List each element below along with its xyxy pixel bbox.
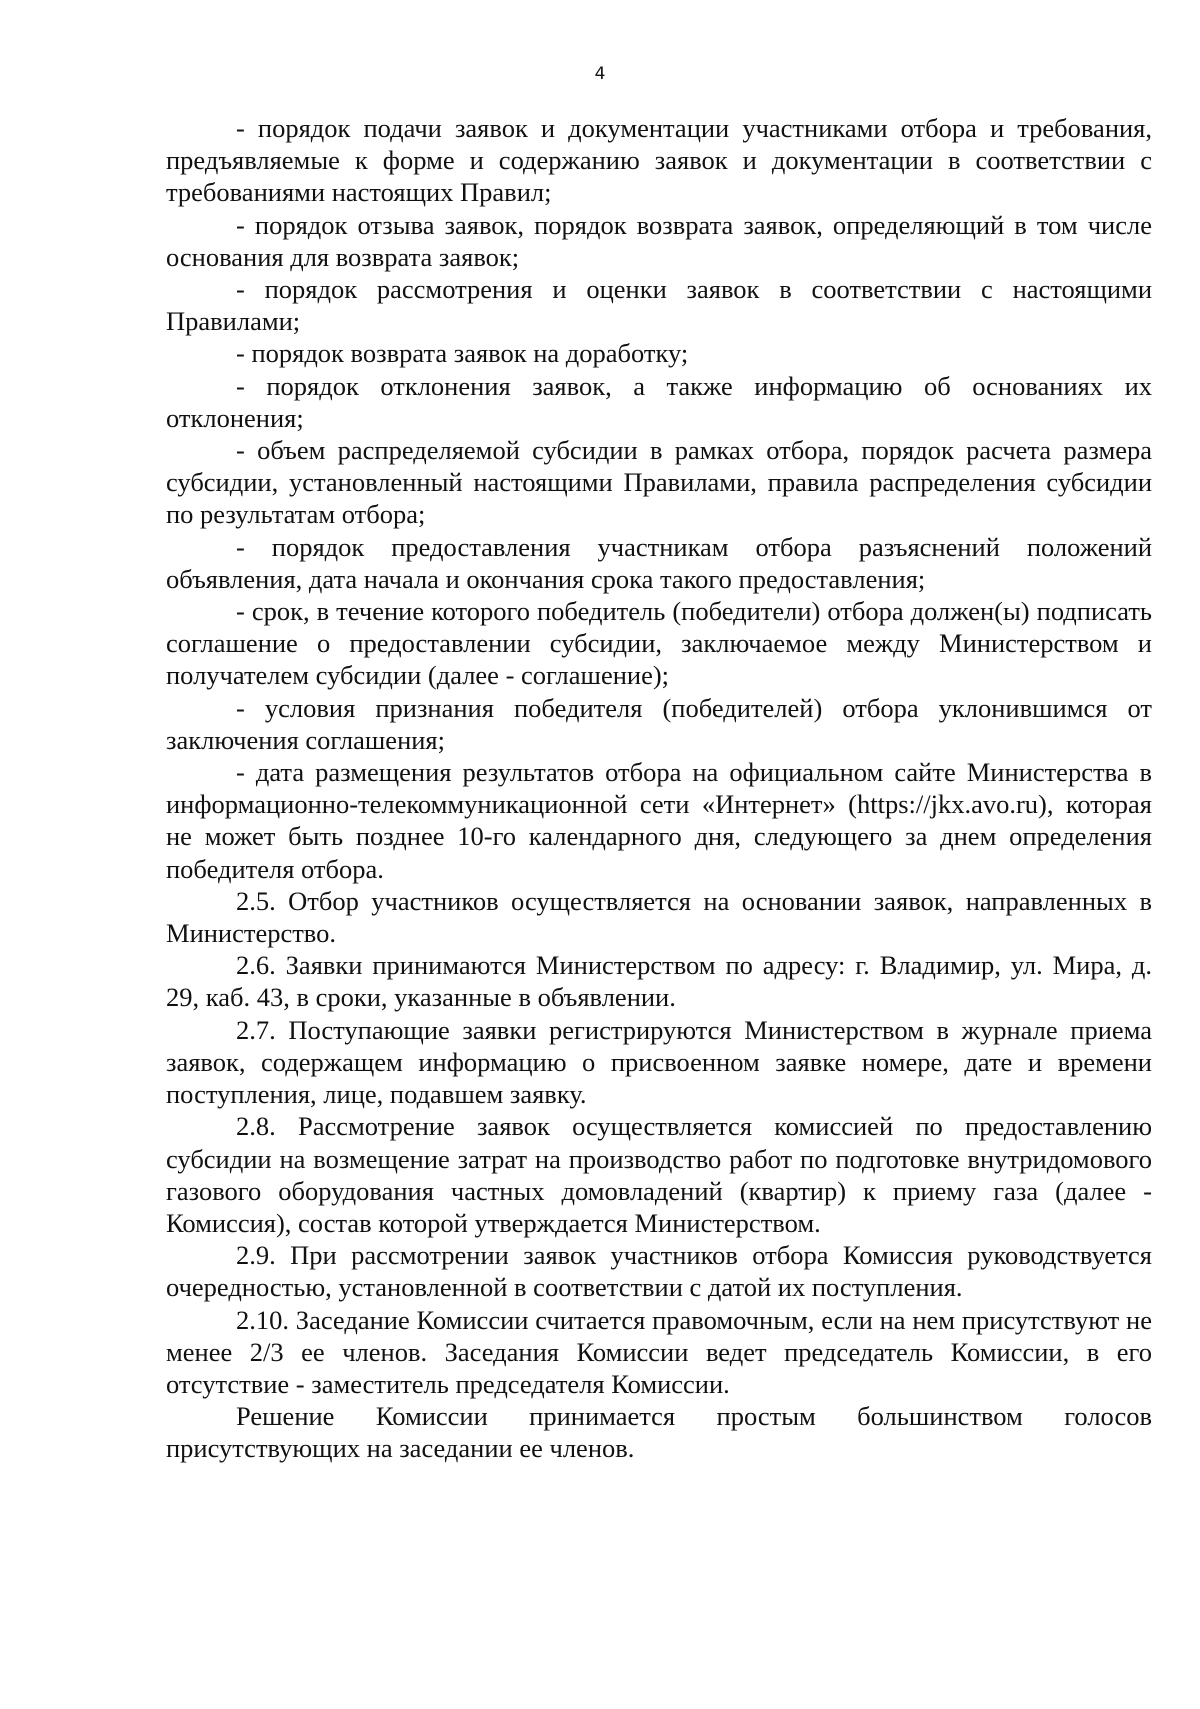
paragraph-list-item: - дата размещения результатов отбора на официальном сайте Министерства в информационно-телекоммуникационной сети «Интернет» (https://jkx.avo.ru), которая не может быть позднее 10-го календарного дня, следующего за днем определения победителя отбора. [166,757,1152,884]
paragraph-list-item: - порядок отзыва заявок, порядок возврата заявок, определяющий в том числе основания для возврата заявок; [166,209,1152,272]
paragraph-list-item: - объем распределяемой субсидии в рамках отбора, порядок расчета размера субсидии, установленный настоящими Правилами, правила распределения субсидии по результатам отбора; [166,435,1152,530]
paragraph-list-item: - порядок отклонения заявок, а также информацию об основаниях их отклонения; [166,370,1152,433]
paragraph-list-item: - условия признания победителя (победителей) отбора уклонившимся от заключения соглашения; [166,692,1152,755]
paragraph-list-item: - порядок возврата заявок на доработку; [236,338,689,369]
page-number: 4 [594,64,606,84]
paragraph-list-item: - порядок подачи заявок и документации участниками отбора и требования, предъявляемые к форме и содержанию заявок и документации в соответствии с требованиями настоящих Правил; [166,113,1152,208]
paragraph-list-item: - порядок рассмотрения и оценки заявок в соответствии с настоящими Правилами; [166,274,1152,337]
paragraph-clause-2-6: 2.6. Заявки принимаются Министерством по адресу: г. Владимир, ул. Мира, д. 29, каб. 43, в сроки, указанные в объявлении. [166,950,1152,1013]
document-body [166,112,1152,1465]
paragraph-decision: Решение Комиссии принимается простым большинством голосов присутствующих на заседании ее членов. [166,1401,1152,1464]
paragraph-list-item: - порядок предоставления участникам отбора разъяснений положений объявления, дата начала и окончания срока такого предоставления; [166,531,1152,594]
paragraph-clause-2-9: 2.9. При рассмотрении заявок участников отбора Комиссия руководствуется очередностью, установленной в соответствии с датой их поступления. [166,1240,1152,1303]
paragraph-list-item: - срок, в течение которого победитель (победители) отбора должен(ы) подписать соглашение о предоставлении субсидии, заключаемое между Министерством и получателем субсидии (далее - соглашение); [166,596,1152,691]
paragraph-clause-2-7: 2.7. Поступающие заявки регистрируются Министерством в журнале приема заявок, содержащем информацию о присвоенном заявке номере, дате и времени поступления, лице, подавшем заявку. [166,1014,1152,1110]
paragraph-clause-2-8: 2.8. Рассмотрение заявок осуществляется комиссией по предоставлению субсидии на возмещение затрат на производство работ по подготовке внутридомового газового оборудования частных домовладений (квартир) к приему газа (далее - Комиссия), состав которой утверждается Министерством. [166,1111,1152,1238]
paragraph-clause-2-5: 2.5. Отбор участников осуществляется на основании заявок, направленных в Министерство. [166,885,1152,949]
paragraph-clause-2-10: 2.10. Заседание Комиссии считается правомочным, если на нем присутствуют не менее 2/3 ее членов. Заседания Комиссии ведет председатель Комиссии, в его отсутствие - заместитель председателя Комиссии. [166,1304,1152,1399]
